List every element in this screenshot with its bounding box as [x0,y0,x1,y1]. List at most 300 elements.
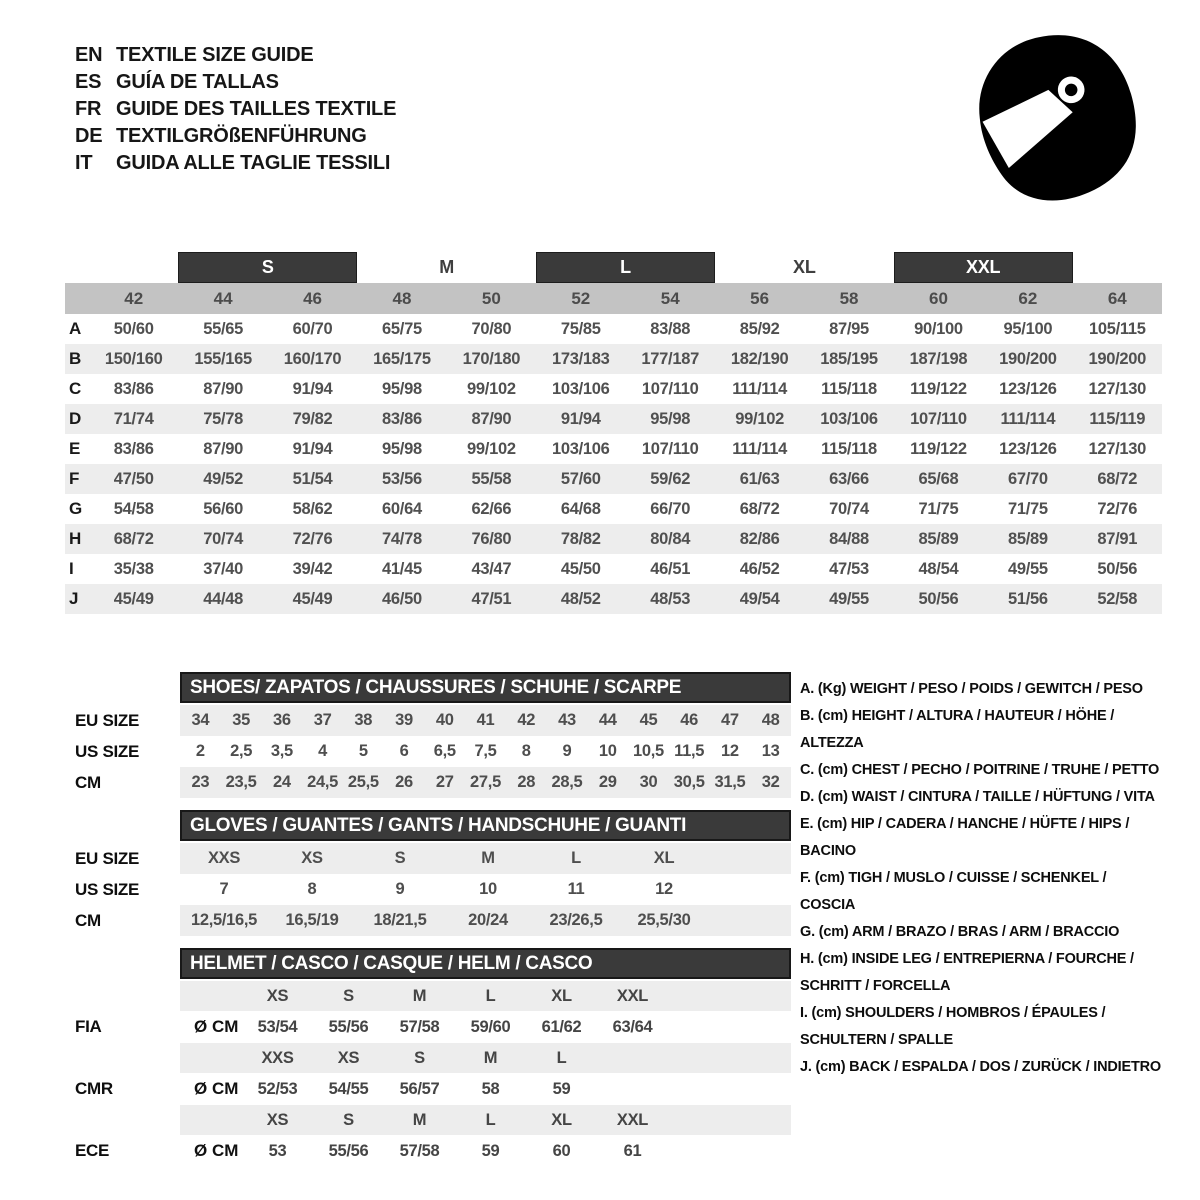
helmet-row [75,1074,791,1104]
measurement-value: 190/200 [999,349,1057,368]
language-code: ES [75,71,102,93]
helmet-table-title: HELMET / CASCO / CASQUE / HELM / CASCO [180,948,791,979]
shoes-value: 44 [598,711,617,729]
helmet-value: S [414,1048,425,1067]
shoes-value: 13 [761,742,780,760]
helmet-value: L [556,1048,567,1067]
measurement-value: 115/118 [821,439,877,458]
measurement-value: 50/60 [113,319,154,338]
measurement-value: 190/200 [1088,349,1147,368]
measurement-value: 103/106 [820,409,878,428]
measurement-value: 187/198 [909,349,968,368]
measurement-value: 95/98 [382,379,422,398]
measurement-value: 119/122 [910,439,967,458]
measurement-value: 53/56 [382,469,422,488]
measurement-value: 123/126 [999,379,1057,398]
measurement-value: 91/94 [560,409,601,428]
helmet-standard-label: ECE [75,1141,110,1160]
helmet-value: L [485,986,496,1005]
measurement-value: 99/102 [735,409,784,428]
legend-item: I. (cm) SHOULDERS / HOMBROS / ÉPAULES / SCHULTERN / SPALLE [800,1005,1106,1048]
shoes-value: 7,5 [474,742,497,760]
helmet-value: XXL [616,986,649,1005]
shoes-value: 10 [598,742,617,760]
helmet-row-values [180,981,791,1011]
shoes-row [75,767,791,798]
measurement-row [65,404,1162,434]
measurement-value: 80/84 [650,529,691,548]
guide-title: GUIDA ALLE TAGLIE TESSILI [116,152,391,174]
measurement-value: 45/50 [560,559,601,578]
numeric-size: 56 [750,288,770,308]
measurement-value: 35/38 [113,559,154,578]
shoes-value: 37 [313,711,332,729]
helmet-row [75,1105,791,1135]
measurement-value: 74/78 [382,529,422,548]
measurement-value: 45/49 [113,589,154,608]
measurement-value: 119/122 [910,379,967,398]
measurement-value: 165/175 [373,349,431,368]
header-language-row [75,123,396,150]
helmet-value: XL [551,986,572,1005]
shoes-value: 25,5 [347,773,379,791]
helmet-value: 58 [481,1079,500,1098]
measurement-value: 46/52 [739,559,780,578]
shoes-value: 27 [435,773,454,791]
measurement-row [65,434,1162,464]
gloves-row [75,874,791,905]
measurement-row-label: E [69,439,81,458]
header-language-row [75,69,396,96]
helmet-value: 56/57 [399,1079,440,1098]
legend-item: E. (cm) HIP / CADERA / HANCHE / HÜFTE / HIPS / BACINO [800,816,1130,859]
language-code: EN [75,44,103,66]
measurement-value: 37/40 [203,559,244,578]
shoes-value: 3,5 [270,742,293,760]
measurement-value: 83/86 [113,379,154,398]
gloves-row [75,843,791,874]
helmet-value: 54/55 [328,1079,369,1098]
helmet-unit-label: Ø CM [194,1079,239,1098]
numeric-size: 62 [1018,288,1038,308]
measurement-value: 123/126 [999,439,1057,458]
size-group-l: L [536,252,715,283]
shoes-value: 11,5 [674,742,705,760]
legend-item: F. (cm) TIGH / MUSLO / CUISSE / SCHENKEL / COSCIA [800,870,1107,913]
measurement-value: 103/106 [552,379,610,398]
measurement-value: 107/110 [641,379,699,398]
measurement-value: 160/170 [283,349,342,368]
measurement-value: 55/58 [471,469,512,488]
measurement-value: 54/58 [113,499,154,518]
measurement-value: 76/80 [471,529,512,548]
helmet-row-values [180,1074,791,1104]
measurement-row-label: H [69,529,81,548]
helmet-row-values [180,1105,791,1135]
measurement-value: 75/78 [203,409,244,428]
shoes-value: 8 [521,742,531,760]
measurement-value: 70/80 [471,319,512,338]
gloves-value: 20/24 [468,911,508,929]
measurement-value: 48/53 [650,589,691,608]
gloves-row-label: CM [75,910,101,930]
measurement-value: 91/94 [292,439,333,458]
helmet-value: 57/58 [399,1017,440,1036]
shoes-value: 32 [761,773,780,791]
shoes-row [75,705,791,736]
helmet-value: 63/64 [612,1017,653,1036]
measurement-value: 82/86 [739,529,780,548]
measurement-value: 173/183 [552,349,610,368]
measurement-value: 87/90 [471,409,512,428]
measurement-value: 67/70 [1007,469,1048,488]
measurement-value: 39/42 [292,559,333,578]
gloves-value: 7 [219,880,229,898]
measurement-rows [65,314,1162,614]
numeric-size-row [65,283,1162,314]
measurement-value: 48/52 [560,589,601,608]
gloves-table [75,810,791,936]
language-code: FR [75,98,102,120]
shoes-value: 34 [191,711,210,729]
measurement-row-label: B [69,349,81,368]
guide-title: GUÍA DE TALLAS [116,71,279,93]
measurement-value: 85/89 [1007,529,1048,548]
gloves-value: XS [301,849,323,867]
guide-title: TEXTILE SIZE GUIDE [116,44,314,66]
shoes-value: 6,5 [433,742,456,760]
measurement-value: 68/72 [739,499,780,518]
gloves-value: 18/21,5 [373,911,427,929]
measurement-value: 41/45 [382,559,422,578]
measurement-value: 70/74 [203,529,244,548]
gloves-row-label: US SIZE [75,879,140,899]
apparel-size-table [65,252,1162,614]
helmet-rows [75,981,791,1166]
measurement-value: 105/115 [1088,319,1146,338]
measurement-value: 51/56 [1007,589,1048,608]
numeric-size: 48 [392,288,412,308]
numeric-size: 42 [124,288,144,308]
measurement-row [65,464,1162,494]
measurement-value: 71/74 [113,409,154,428]
gloves-value: 9 [395,880,405,898]
measurement-value: 99/102 [467,379,516,398]
measurement-value: 87/95 [829,319,869,338]
legend-item: D. (cm) WAIST / CINTURA / TAILLE / HÜFTUNG / VITA [800,789,1155,805]
measurement-row-label: D [69,409,81,428]
helmet-row [75,1043,791,1073]
measurement-value: 185/195 [820,349,878,368]
shoes-row-values [180,767,791,798]
measurement-value: 72/76 [1097,499,1138,518]
legend-item: H. (cm) INSIDE LEG / ENTREPIERNA / FOURCHE / SCHRITT / FORCELLA [800,951,1134,994]
header-language-row [75,42,396,69]
measurement-value: 83/88 [650,319,691,338]
accessory-tables [75,672,791,1178]
measurement-value: 111/114 [1000,409,1056,428]
gloves-table-title: GLOVES / GUANTES / GANTS / HANDSCHUHE / GUANTI [180,810,791,841]
helmet-standard-label [75,1043,180,1073]
helmet-unit-label: Ø CM [194,1141,239,1160]
measurement-value: 66/70 [650,499,691,518]
measurement-value: 60/70 [292,319,333,338]
gloves-value: L [571,849,581,867]
language-code: IT [75,152,93,174]
helmet-value: M [412,1110,427,1129]
measurement-value: 95/98 [650,409,691,428]
measurement-value: 43/47 [471,559,512,578]
shoes-row-label: EU SIZE [75,710,140,730]
helmet-value: M [412,986,427,1005]
shoes-value: 30 [639,773,658,791]
measurement-value: 44/48 [203,589,244,608]
shoes-row-values [180,736,791,767]
measurement-value: 45/49 [292,589,333,608]
legend-item: C. (cm) CHEST / PECHO / POITRINE / TRUHE / PETTO [800,762,1160,778]
helmet-row [75,981,791,1011]
shoes-value: 35 [232,711,250,729]
shoes-row-label: US SIZE [75,741,140,761]
shoes-value: 36 [272,711,291,729]
shoes-value: 28,5 [551,773,583,791]
gloves-value: XXS [207,849,241,867]
size-group-row [65,252,1162,283]
helmet-value: 60 [552,1141,571,1160]
numeric-size: 50 [481,288,501,308]
helmet-value: L [485,1110,496,1129]
helmet-row [75,1136,791,1166]
helmet-value: M [483,1048,498,1067]
helmet-standard-label [75,981,180,1011]
legend-item: B. (cm) HEIGHT / ALTURA / HAUTEUR / HÖHE / ALTEZZA [800,708,1115,751]
measurement-value: 95/100 [1003,319,1053,338]
measurement-row [65,494,1162,524]
measurement-row-label: F [69,469,80,488]
measurement-value: 107/110 [910,409,967,428]
gloves-value: M [481,849,495,867]
measurement-value: 155/165 [194,349,252,368]
helmet-value: 59/60 [470,1017,511,1036]
measurement-value: 150/160 [104,349,163,368]
measurement-value: 90/100 [914,319,963,338]
guide-title: TEXTILGRÖßENFÜHRUNG [116,125,367,147]
measurement-value: 111/114 [732,439,788,458]
measurement-value: 99/102 [467,439,516,458]
numeric-size: 46 [303,288,322,308]
measurement-value: 68/72 [113,529,154,548]
helmet-value: XXS [261,1048,294,1067]
measurement-value: 84/88 [829,529,869,548]
numeric-size: 60 [928,288,948,308]
gloves-value: 11 [567,880,585,898]
measurement-value: 68/72 [1097,469,1138,488]
shoes-value: 12 [721,742,739,760]
measurement-value: 63/66 [829,469,869,488]
helmet-value: S [343,1110,354,1129]
header-language-list [75,42,396,177]
measurement-value: 64/68 [560,499,601,518]
legend-item: J. (cm) BACK / ESPALDA / DOS / ZURÜCK / INDIETRO [800,1059,1161,1075]
measurement-value: 103/106 [552,439,610,458]
gloves-row-values [180,843,791,874]
helmet-unit-label: Ø CM [194,1017,239,1036]
measurement-value: 72/76 [292,529,333,548]
numeric-size: 64 [1107,288,1127,308]
measurement-value: 75/85 [560,319,601,338]
gloves-value: 25,5/30 [637,911,691,929]
size-group-s: S [178,252,357,283]
helmet-value: 61 [623,1141,642,1160]
helmet-row-values [180,1136,791,1166]
measurement-value: 49/55 [1007,559,1048,578]
shoes-table-title: SHOES/ ZAPATOS / CHAUSSURES / SCHUHE / SCARPE [180,672,791,703]
measurement-value: 60/64 [382,499,422,518]
helmet-standard-label: FIA [75,1017,102,1036]
measurement-row-label: C [69,379,81,398]
shoes-value: 10,5 [632,742,664,760]
measurement-legend [800,676,1162,1081]
shoes-value: 4 [318,742,328,760]
shoes-value: 42 [517,711,536,729]
measurement-value: 87/90 [203,379,244,398]
gloves-rows [75,843,791,936]
measurement-value: 59/62 [650,469,691,488]
shoes-value: 30,5 [673,773,705,791]
shoes-value: 9 [562,742,572,760]
shoes-row-label: CM [75,772,101,792]
measurement-value: 115/118 [821,379,877,398]
size-group-xxl: XXL [894,252,1073,283]
measurement-value: 71/75 [918,499,959,518]
measurement-value: 79/82 [292,409,333,428]
shoes-value: 40 [435,711,454,729]
measurement-value: 91/94 [292,379,333,398]
measurement-value: 78/82 [560,529,601,548]
numeric-size: 54 [660,288,680,308]
measurement-value: 127/130 [1088,379,1147,398]
gloves-value: 10 [479,880,497,898]
measurement-value: 65/68 [918,469,959,488]
gloves-value: 12,5/16,5 [190,911,258,929]
measurement-value: 47/50 [113,469,154,488]
measurement-value: 111/114 [732,379,788,398]
measurement-value: 47/51 [471,589,512,608]
gloves-value: 8 [307,880,317,898]
shoes-row-values [180,705,791,736]
measurement-value: 46/51 [650,559,691,578]
measurement-row [65,344,1162,374]
shoes-value: 45 [639,711,658,729]
helmet-value: 55/56 [328,1141,369,1160]
shoes-value: 24,5 [307,773,339,791]
measurement-value: 62/66 [471,499,512,518]
shoes-value: 43 [558,711,576,729]
measurement-value: 177/187 [641,349,699,368]
helmet-row-values [180,1043,791,1073]
gloves-value: 16,5/19 [285,911,339,929]
shoes-value: 29 [598,773,617,791]
gloves-row-label: EU SIZE [75,848,140,868]
helmet-value: 53/54 [257,1017,298,1036]
helmet-row-values [180,1012,791,1042]
gloves-row [75,905,791,936]
measurement-value: 87/91 [1097,529,1138,548]
measurement-value: 127/130 [1088,439,1147,458]
legend-item: G. (cm) ARM / BRAZO / BRAS / ARM / BRACCIO [800,924,1120,940]
shoes-table [75,672,791,798]
racing-helmet-icon [963,26,1151,214]
legend-item: A. (Kg) WEIGHT / PESO / POIDS / GEWITCH / PESO [800,681,1143,697]
shoes-value: 26 [395,773,413,791]
guide-title: GUIDE DES TAILLES TEXTILE [116,98,397,120]
measurement-value: 48/54 [918,559,959,578]
measurement-row [65,524,1162,554]
helmet-value: XL [551,1110,572,1129]
shoes-value: 41 [476,711,495,729]
language-code: DE [75,125,103,147]
measurement-value: 57/60 [560,469,601,488]
numeric-size: 52 [571,288,591,308]
measurement-row-label: A [69,319,81,338]
helmet-value: 53 [268,1141,287,1160]
measurement-value: 55/65 [203,319,244,338]
measurement-value: 50/56 [1097,559,1138,578]
measurement-value: 115/119 [1089,409,1146,428]
measurement-row [65,374,1162,404]
measurement-row [65,314,1162,344]
shoes-value: 2,5 [230,742,253,760]
measurement-row-label: J [69,589,79,608]
helmet-value: XS [266,1110,289,1129]
measurement-value: 95/98 [382,439,422,458]
measurement-value: 85/92 [739,319,780,338]
measurement-value: 83/86 [382,409,422,428]
shoes-value: 46 [680,711,699,729]
shoes-value: 47 [721,711,739,729]
measurement-value: 49/54 [739,589,780,608]
measurement-value: 70/74 [829,499,869,518]
measurement-value: 61/63 [739,469,780,488]
size-group-xl: XL [793,257,816,277]
shoes-row [75,736,791,767]
measurement-value: 50/56 [918,589,959,608]
shoes-value: 23 [191,773,210,791]
shoes-value: 6 [399,742,409,760]
measurement-row [65,584,1162,614]
shoes-value: 24 [272,773,291,791]
measurement-value: 46/50 [382,589,422,608]
measurement-row [65,554,1162,584]
helmet-value: XS [266,986,289,1005]
measurement-value: 65/75 [382,319,422,338]
shoes-value: 38 [354,711,373,729]
helmet-standard-label [75,1105,180,1135]
helmet-value: S [343,986,354,1005]
shoes-value: 23,5 [225,773,257,791]
measurement-value: 83/86 [113,439,154,458]
measurement-value: 87/90 [203,439,244,458]
measurement-value: 58/62 [292,499,333,518]
measurement-value: 71/75 [1007,499,1048,518]
measurement-value: 49/52 [203,469,244,488]
numeric-size: 44 [213,288,233,308]
helmet-row [75,1012,791,1042]
helmet-value: 55/56 [328,1017,369,1036]
shoes-rows [75,705,791,798]
measurement-value: 51/54 [292,469,333,488]
gloves-value: XL [653,849,675,867]
